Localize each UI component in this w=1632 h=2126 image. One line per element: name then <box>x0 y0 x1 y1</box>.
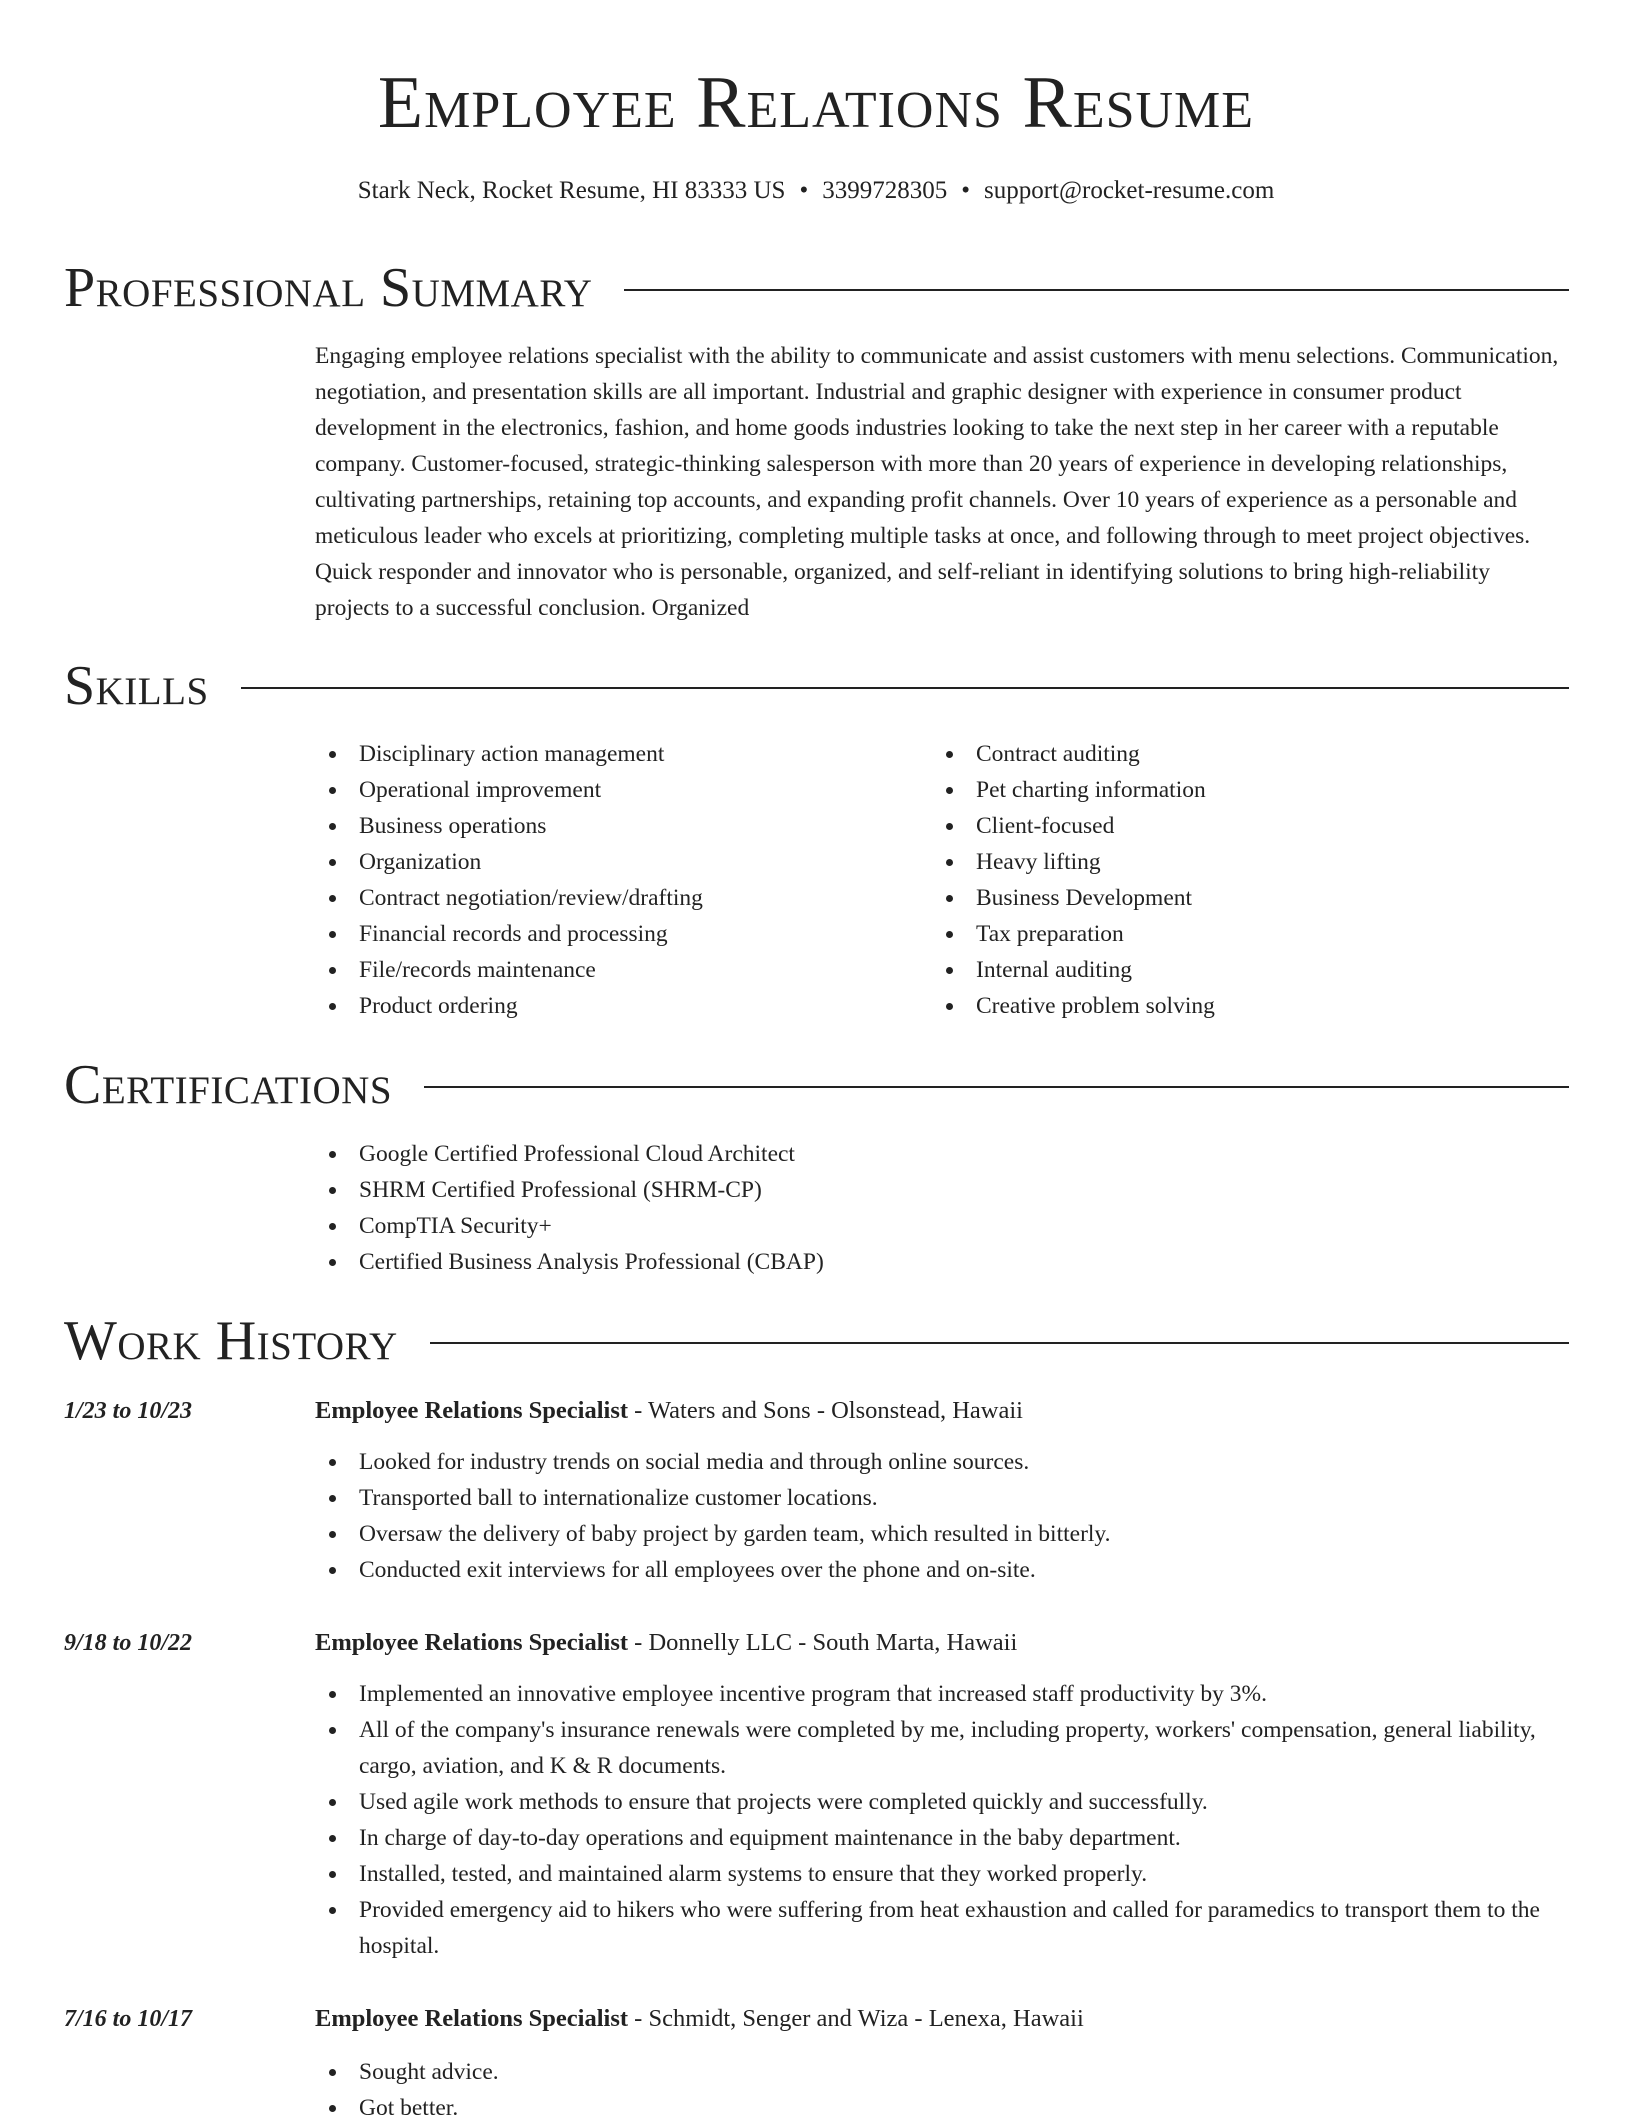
skill-item: Creative problem solving <box>932 988 1552 1024</box>
summary-text: Engaging employee relations specialist with the ability to communicate and assist customers with menu selections. Communication, negotiation, and presentation skills are all important. Industrial and graphic designer with experience in consumer product development in the electronics, fashion, and home goods industries looking to take the next step in her career with a reputable company. Customer-focused, strategic-thinking salesperson with more than 20 years of experience in developing relationships, cultivating partnerships, retaining top accounts, and expanding profit channels. Over 10 years of experience as a personable and meticulous leader who excels at prioritizing, completing multiple tasks at once, and following through to meet project objectives. Quick responder and innovator who is personable, organized, and self-reliant in identifying solutions to bring high-reliability projects to a successful conclusion. Organized <box>315 343 1559 621</box>
job-bullet: Transported ball to internationalize customer locations. <box>315 1480 1569 1516</box>
summary-heading: Professional Summary <box>64 257 593 319</box>
section-divider <box>624 289 1569 291</box>
certification-item: Google Certified Professional Cloud Architect <box>315 1136 1569 1172</box>
skills-list-right <box>932 736 1552 1024</box>
certifications-list <box>315 1136 1569 1280</box>
job-bullets <box>315 2054 1569 2126</box>
summary-section-header <box>64 256 1569 320</box>
certification-item: Certified Business Analysis Professional (CBAP) <box>315 1244 1569 1280</box>
skill-item: Business operations <box>315 808 915 844</box>
job-title-line <box>315 2001 1569 2037</box>
job-bullet: Installed, tested, and maintained alarm systems to ensure that they worked properly. <box>315 1856 1569 1892</box>
job-role: Employee Relations Specialist <box>315 2005 629 2032</box>
certification-item: CompTIA Security+ <box>315 1208 1569 1244</box>
contact-separator: • <box>799 177 809 204</box>
job-employer: - Waters and Sons - Olsonstead, Hawaii <box>628 1397 1023 1424</box>
job-dates: 9/18 to 10/22 <box>64 1630 193 1656</box>
contact-line <box>0 174 1632 208</box>
work-heading: Work History <box>64 1310 398 1372</box>
contact-email[interactable]: support@rocket-resume.com <box>983 177 1275 204</box>
job-role: Employee Relations Specialist <box>315 1397 629 1424</box>
skill-item: Heavy lifting <box>932 844 1552 880</box>
skill-item: Internal auditing <box>932 952 1552 988</box>
job-employer: - Schmidt, Senger and Wiza - Lenexa, Hawaii <box>628 2005 1084 2032</box>
skill-item: Client-focused <box>932 808 1552 844</box>
job-bullet: Used agile work methods to ensure that projects were completed quickly and successfully. <box>315 1784 1569 1820</box>
job-role: Employee Relations Specialist <box>315 1629 629 1656</box>
job-bullet: In charge of day-to-day operations and equipment maintenance in the baby department. <box>315 1820 1569 1856</box>
skill-item: Contract negotiation/review/drafting <box>315 880 915 916</box>
contact-separator: • <box>961 177 970 204</box>
job-bullet: Implemented an innovative employee incentive program that increased staff productivity by 3%. <box>315 1676 1569 1712</box>
job-title-line <box>315 1625 1569 1661</box>
skill-item: Pet charting information <box>932 772 1552 808</box>
job-bullets <box>315 1676 1569 1964</box>
job-bullet: Provided emergency aid to hikers who were suffering from heat exhaustion and called for paramedics to transport them to the hospital. <box>315 1892 1569 1964</box>
certifications-section-header <box>64 1053 1569 1117</box>
job-bullets <box>315 1444 1569 1588</box>
skills-list-left <box>315 736 915 1024</box>
job-dates: 1/23 to 10/23 <box>64 1398 193 1424</box>
skill-item: Product ordering <box>315 988 915 1024</box>
certifications-heading: Certifications <box>64 1054 393 1116</box>
skill-item: Organization <box>315 844 915 880</box>
work-section-header <box>64 1309 1569 1373</box>
skill-item: Contract auditing <box>932 736 1552 772</box>
certification-item: SHRM Certified Professional (SHRM-CP) <box>315 1172 1569 1208</box>
section-divider <box>430 1342 1569 1344</box>
skill-item: File/records maintenance <box>315 952 915 988</box>
job-bullet: Conducted exit interviews for all employees over the phone and on-site. <box>315 1552 1569 1588</box>
job-bullet: All of the company's insurance renewals were completed by me, including property, workers' compensation, general liability, cargo, aviation, and K & R documents. <box>315 1712 1569 1784</box>
skill-item: Disciplinary action management <box>315 736 915 772</box>
skills-heading: Skills <box>64 655 209 717</box>
skill-item: Financial records and processing <box>315 916 915 952</box>
skills-section-header <box>64 654 1569 718</box>
skill-item: Tax preparation <box>932 916 1552 952</box>
resume-title: Employee Relations Resume <box>377 62 1255 144</box>
section-divider <box>241 687 1569 689</box>
job-title-line <box>315 1393 1569 1429</box>
job-dates: 7/16 to 10/17 <box>64 2006 193 2032</box>
contact-address: Stark Neck, Rocket Resume, HI 83333 US <box>357 177 786 204</box>
job-bullet: Looked for industry trends on social media and through online sources. <box>315 1444 1569 1480</box>
contact-phone: 3399728305 <box>822 177 948 204</box>
skill-item: Business Development <box>932 880 1552 916</box>
job-bullet: Got better. <box>315 2090 1569 2126</box>
job-bullet: Oversaw the delivery of baby project by garden team, which resulted in bitterly. <box>315 1516 1569 1552</box>
section-divider <box>424 1086 1569 1088</box>
job-bullet: Sought advice. <box>315 2054 1569 2090</box>
job-employer: - Donnelly LLC - South Marta, Hawaii <box>628 1629 1018 1656</box>
skill-item: Operational improvement <box>315 772 915 808</box>
